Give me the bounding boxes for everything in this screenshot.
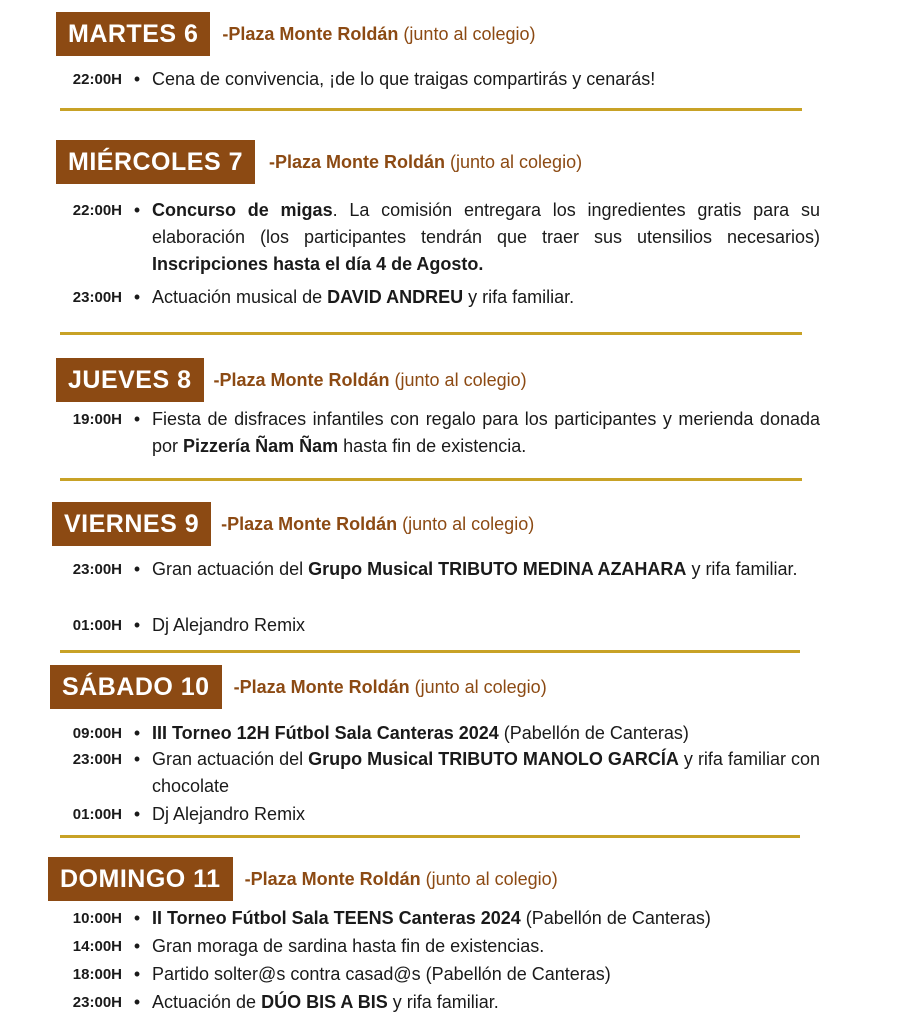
day-location <box>221 514 534 535</box>
event-highlight: Concurso de migas <box>152 200 333 220</box>
day-title: MIÉRCOLES 7 <box>56 140 255 184</box>
day-location <box>214 370 527 391</box>
event-text: Actuación de <box>152 992 262 1012</box>
event-row <box>56 406 820 460</box>
event-description <box>152 406 820 460</box>
day-header <box>50 665 547 709</box>
bullet-icon: • <box>133 287 141 307</box>
location-note: (junto al colegio) <box>409 676 547 697</box>
event-highlight: DAVID ANDREU <box>327 287 464 307</box>
location-name: -Plaza Monte Roldán <box>268 151 445 172</box>
bullet-icon: • <box>133 723 141 743</box>
event-description <box>152 933 820 960</box>
event-row <box>56 933 820 960</box>
event-description <box>152 720 820 747</box>
event-row <box>56 801 820 828</box>
event-highlight: III Torneo 12H Fútbol Sala Canteras 2024 <box>152 723 499 743</box>
event-row <box>56 989 820 1016</box>
event-time: 10:00H <box>72 910 122 927</box>
event-description <box>152 197 820 278</box>
event-time: 19:00H <box>72 411 122 428</box>
event-text: (Pabellón de Canteras) <box>520 908 711 928</box>
location-note: (junto al colegio) <box>420 868 558 889</box>
section-divider <box>60 332 802 335</box>
location-name: -Plaza Monte Roldán <box>244 868 421 889</box>
event-description <box>152 905 820 932</box>
event-highlight: Grupo Musical TRIBUTO MANOLO GARCÍA <box>308 749 679 769</box>
section-divider <box>60 108 802 111</box>
bullet-icon: • <box>133 964 141 984</box>
day-header <box>52 502 534 546</box>
event-text: Gran moraga de sardina hasta fin de existencias. <box>152 936 545 956</box>
event-row <box>56 197 820 278</box>
section-divider <box>60 835 800 838</box>
bullet-icon: • <box>133 69 141 89</box>
location-name: -Plaza Monte Roldán <box>222 23 399 44</box>
day-location <box>269 152 582 173</box>
event-highlight: Grupo Musical TRIBUTO MEDINA AZAHARA <box>308 559 687 579</box>
event-time: 01:00H <box>72 617 122 634</box>
event-description <box>152 961 820 988</box>
bullet-icon: • <box>133 992 141 1012</box>
bullet-icon: • <box>133 908 141 928</box>
day-header <box>56 140 582 184</box>
event-time: 23:00H <box>72 751 122 768</box>
event-time: 01:00H <box>72 806 122 823</box>
section-divider <box>60 478 802 481</box>
event-text: Gran actuación del <box>152 559 309 579</box>
event-description <box>152 801 820 828</box>
event-text: hasta fin de existencia. <box>338 436 527 456</box>
event-text: Dj Alejandro Remix <box>152 804 306 824</box>
event-description <box>152 66 820 93</box>
event-row <box>56 284 820 311</box>
bullet-icon: • <box>133 615 141 635</box>
event-text: Gran actuación del <box>152 749 309 769</box>
day-title: DOMINGO 11 <box>48 857 233 901</box>
day-location <box>234 677 547 698</box>
location-note: (junto al colegio) <box>397 513 535 534</box>
section-divider <box>60 650 800 653</box>
location-note: (junto al colegio) <box>445 151 583 172</box>
event-text: (Pabellón de Canteras) <box>498 723 689 743</box>
event-row <box>56 746 820 800</box>
event-highlight: Pizzería Ñam Ñam <box>183 436 339 456</box>
day-title: SÁBADO 10 <box>50 665 222 709</box>
event-row <box>56 905 820 932</box>
location-note: (junto al colegio) <box>398 23 536 44</box>
bullet-icon: • <box>133 936 141 956</box>
bullet-icon: • <box>133 749 141 769</box>
bullet-icon: • <box>133 200 141 220</box>
event-time: 09:00H <box>72 725 122 742</box>
event-highlight: DÚO BIS A BIS <box>261 992 388 1012</box>
event-description <box>152 284 820 311</box>
day-title: MARTES 6 <box>56 12 210 56</box>
location-name: -Plaza Monte Roldán <box>233 676 410 697</box>
day-title: VIERNES 9 <box>52 502 211 546</box>
event-description <box>152 989 820 1016</box>
event-time: 18:00H <box>72 966 122 983</box>
day-header <box>56 358 527 402</box>
day-header <box>48 857 558 901</box>
event-highlight: Inscripciones hasta el día 4 de Agosto. <box>152 254 484 274</box>
event-text: Partido solter@s contra casad@s (Pabellón de Canteras) <box>152 964 611 984</box>
event-text: Dj Alejandro Remix <box>152 615 306 635</box>
event-text: y rifa familiar. <box>686 559 798 579</box>
day-location <box>245 869 558 890</box>
event-row <box>56 66 820 93</box>
event-text: . La comisión entregara los ingredientes gratis para su elaboración (los participantes tendrán que traer sus utensilios necesarios) <box>152 200 820 247</box>
event-time: 14:00H <box>72 938 122 955</box>
bullet-icon: • <box>133 409 141 429</box>
location-note: (junto al colegio) <box>389 369 527 390</box>
event-time: 22:00H <box>72 202 122 219</box>
event-row <box>56 612 820 639</box>
event-time: 23:00H <box>72 994 122 1011</box>
event-highlight: II Torneo Fútbol Sala TEENS Canteras 2024 <box>152 908 521 928</box>
bullet-icon: • <box>133 559 141 579</box>
event-time: 22:00H <box>72 71 122 88</box>
bullet-icon: • <box>133 804 141 824</box>
event-row <box>56 556 820 583</box>
day-header <box>56 12 536 56</box>
day-location <box>222 24 535 45</box>
event-text: Actuación musical de <box>152 287 328 307</box>
location-name: -Plaza Monte Roldán <box>213 369 390 390</box>
event-text: Fiesta de disfraces infantiles con regalo para los participantes y merienda donada por <box>152 409 820 456</box>
event-text: Cena de convivencia, ¡de lo que traigas compartirás y cenarás! <box>152 69 656 89</box>
event-text: y rifa familiar. <box>387 992 499 1012</box>
event-row <box>56 961 820 988</box>
event-description <box>152 612 820 639</box>
event-text: y rifa familiar con chocolate <box>152 749 821 796</box>
event-time: 23:00H <box>72 561 122 578</box>
day-title: JUEVES 8 <box>56 358 204 402</box>
event-description <box>152 556 820 583</box>
event-text: y rifa familiar. <box>463 287 575 307</box>
event-row <box>56 720 820 747</box>
event-time: 23:00H <box>72 289 122 306</box>
event-description <box>152 746 820 800</box>
location-name: -Plaza Monte Roldán <box>221 513 398 534</box>
